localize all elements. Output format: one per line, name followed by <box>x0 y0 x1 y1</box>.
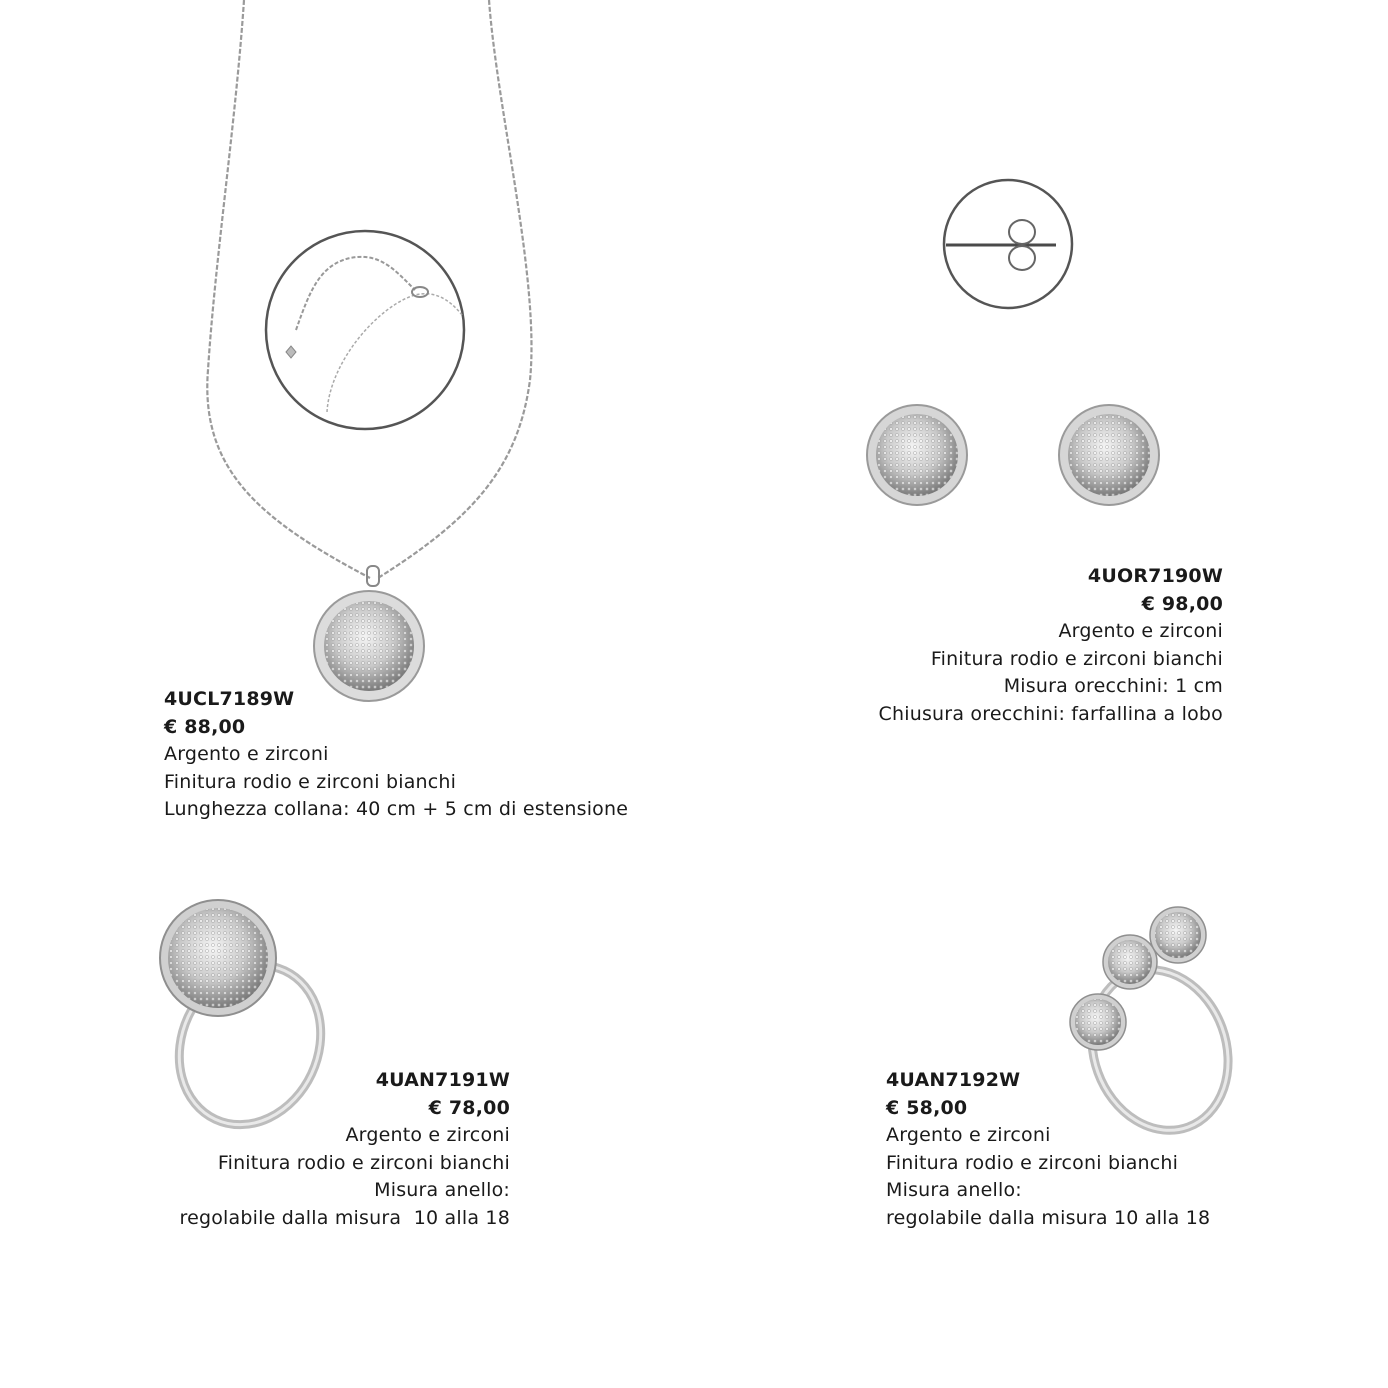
product-description-line: Finitura rodio e zirconi bianchi <box>886 1151 1179 1174</box>
product-code: 4UCL7189W <box>164 688 295 710</box>
product-earrings-info <box>879 563 1223 728</box>
product-description-line: Misura orecchini: 1 cm <box>1003 675 1223 697</box>
product-description-line: Chiusura orecchini: farfallina a lobo <box>878 702 1223 725</box>
necklace-pendant <box>314 591 424 701</box>
necklace-detail-circle <box>266 231 464 429</box>
product-necklace-info <box>164 686 628 824</box>
product-price: € 78,00 <box>428 1096 510 1119</box>
product-ring-single-info <box>179 1067 510 1232</box>
product-price: € 98,00 <box>1141 592 1223 615</box>
product-price: € 88,00 <box>164 715 246 738</box>
earring-right <box>1059 405 1159 505</box>
product-description-line: Misura anello: <box>886 1179 1022 1201</box>
product-code: 4UAN7191W <box>375 1069 510 1091</box>
product-description-line: Argento e zirconi <box>1058 620 1223 642</box>
product-price: € 58,00 <box>886 1096 968 1119</box>
product-ring-triple-info <box>886 1067 1210 1232</box>
earring-left <box>867 405 967 505</box>
product-description-line: Finitura rodio e zirconi bianchi <box>930 647 1223 670</box>
product-description-line: Lunghezza collana: 40 cm + 5 cm di estensione <box>164 798 629 820</box>
product-description-line: Argento e zirconi <box>164 743 329 765</box>
product-description-line: Argento e zirconi <box>345 1124 510 1146</box>
product-description-line: Misura anello: <box>374 1179 510 1201</box>
product-code: 4UOR7190W <box>1087 565 1223 587</box>
product-code: 4UAN7192W <box>886 1069 1021 1091</box>
product-description-line: regolabile dalla misura 10 alla 18 <box>886 1206 1211 1229</box>
product-description-line: regolabile dalla misura 10 alla 18 <box>179 1206 510 1229</box>
earrings-image <box>867 405 1159 505</box>
product-description-line: Finitura rodio e zirconi bianchi <box>164 770 457 793</box>
product-description-line: Finitura rodio e zirconi bianchi <box>217 1151 510 1174</box>
earring-detail-circle <box>944 180 1072 308</box>
product-description-line: Argento e zirconi <box>886 1124 1051 1146</box>
